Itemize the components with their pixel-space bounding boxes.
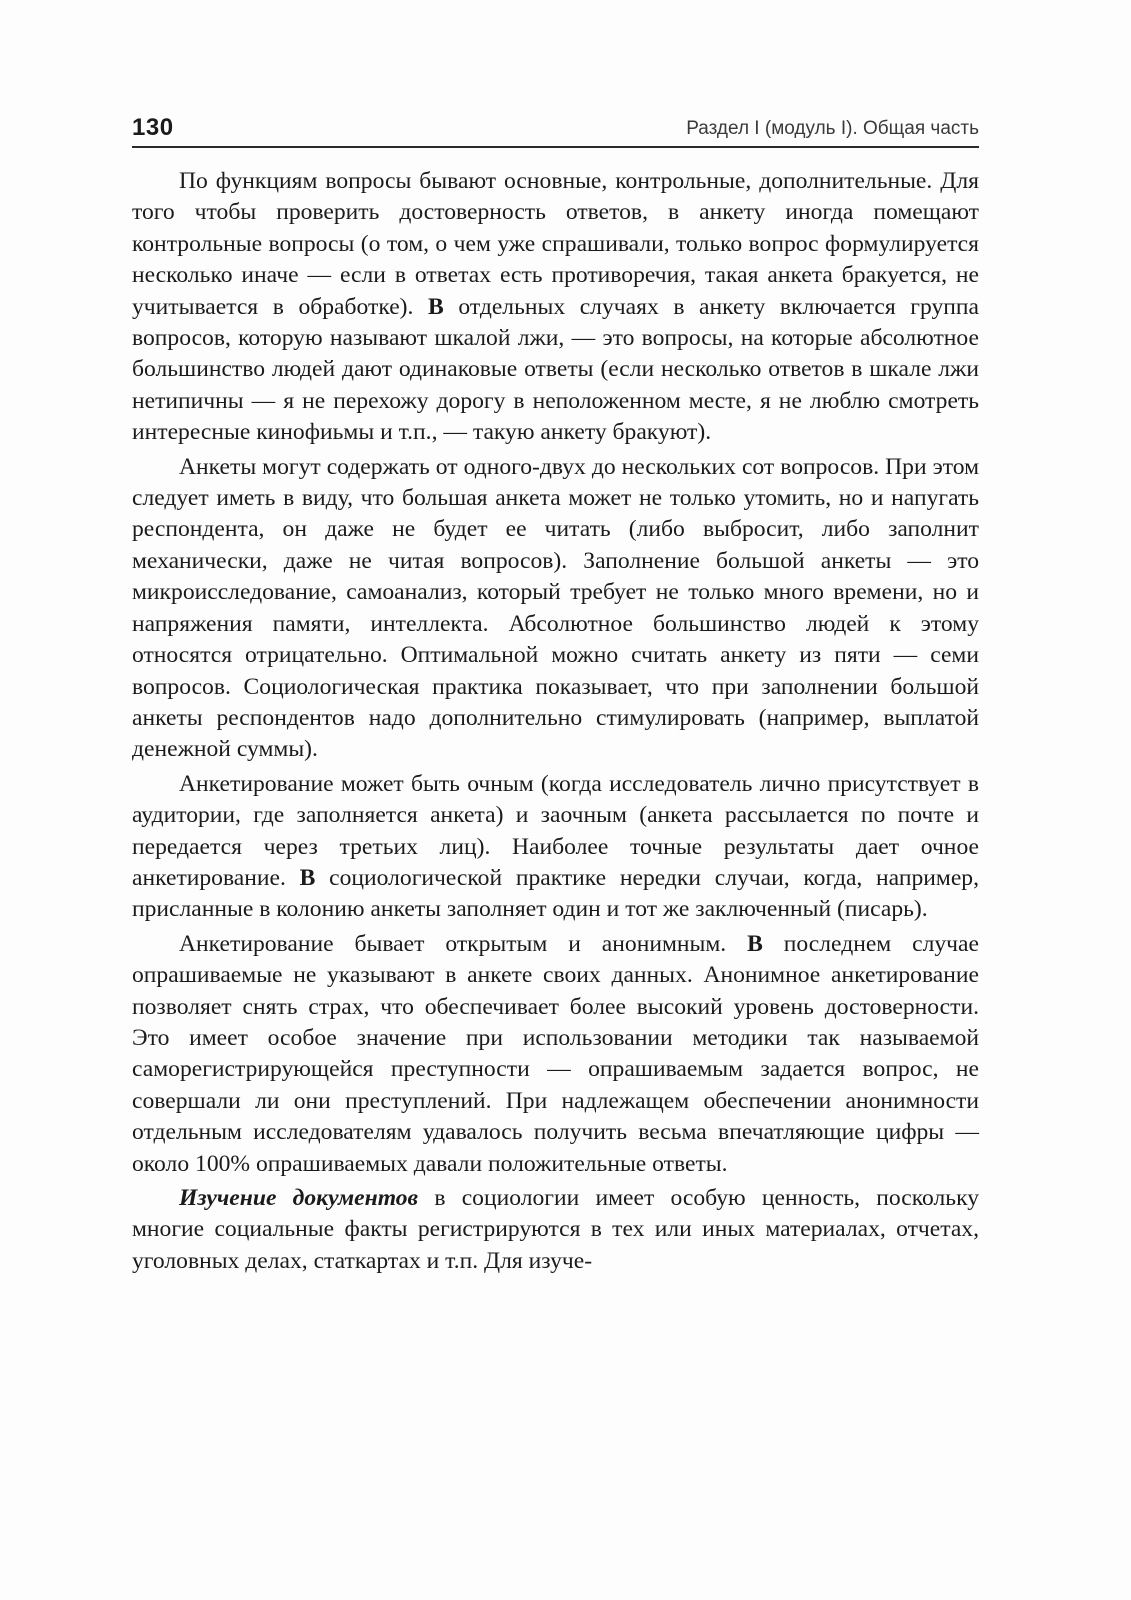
text-span: Анкеты могут содержать от одного-двух до нескольких сот вопросов. При этом следует иметь в виду, что большая анкета может не только утомить, но и напугать респондента, он даже не будет ее читать (либо выбросит, либо заполнит механически, даже не читая вопросов). Заполнение большой анкеты — это микроисследование, самоанализ, который требует не только много времени, но и напряжения памяти, интеллекта. Абсолютное большинство людей к этому относятся отрицательно. Оптимальной можно считать анкету из пяти — семи вопросов. Социологическая практика показывает, что при заполнении большой анкеты респондентов надо дополнительно стимулировать (например, выплатой денежной суммы). — [132, 453, 979, 763]
body-text — [132, 166, 979, 1280]
emphasized-term: Изучение документов — [179, 1185, 419, 1211]
text-span: последнем случае опрашиваемые не указывают в анкете своих данных. Анонимное анкетирование позволяет снять страх, что обеспечивает более высокий уровень достоверности. Это имеет особое значение при использовании методики так называемой саморегистрирующейся преступности — опрашиваемым задается вопрос, не совершали ли они преступлений. При надлежащем обеспечении анонимности отдельным исследователям удавалось получить весьма впечатляющие цифры — около 100% опрашиваемых давали положительные ответы. — [132, 930, 979, 1177]
bold-letter: В — [299, 864, 316, 891]
text-span: социологической практике нередки случаи, когда, например, присланные в колонию анкеты заполняет один и тот же заключенный (писарь). — [132, 864, 979, 923]
text-span: в социологии имеет особую ценность, поскольку многие социальные факты регистрируются в тех или иных материалах, отчетах, уголовных делах, статкартах и т.п. Для изуче- — [132, 1185, 979, 1274]
paragraph-anonymous-survey — [132, 929, 979, 1180]
page-header — [132, 108, 979, 148]
text-span: Анкетирование бывает открытым и анонимным. — [179, 930, 748, 957]
text-span: По функциям вопросы бывают основные, контрольные, дополнительные. Для того чтобы проверить достоверность ответов, в анкету иногда помещают контрольные вопросы (о том, о чем уже спрашивали, только вопрос формулируется несколько иначе — если в ответах есть противоречия, такая анкета бракуется, не учитывается в обработке). — [132, 168, 979, 320]
text-span: отдельных случаях в анкету включается группа вопросов, которую называют шкалой лжи, — это вопросы, на которые абсолютное большинство людей дают одинаковые ответы (если несколько ответов в шкале лжи нетипичны — я не перехожу дорогу в неположенном месте, я не люблю смотреть интересные кинофиьмы и т.п., — такую анкету бракуют). — [132, 293, 979, 446]
bold-letter: В — [428, 293, 444, 320]
running-head: Раздел I (модуль I). Общая часть — [686, 118, 979, 139]
paragraph-questionnaire-size — [132, 452, 979, 766]
page-number: 130 — [132, 114, 174, 141]
paragraph-question-functions — [132, 166, 979, 449]
paragraph-in-person-survey — [132, 769, 979, 926]
text-span: Анкетирование может быть очным (когда исследователь лично присутствует в аудитории, где заполняется анкета) и заочным (анкета рассылается по почте и передается через третьих лиц). Наиболее точные результаты дает очное анкетирование. — [132, 770, 979, 891]
paragraph-document-study — [132, 1183, 979, 1277]
bold-letter: В — [747, 930, 763, 957]
